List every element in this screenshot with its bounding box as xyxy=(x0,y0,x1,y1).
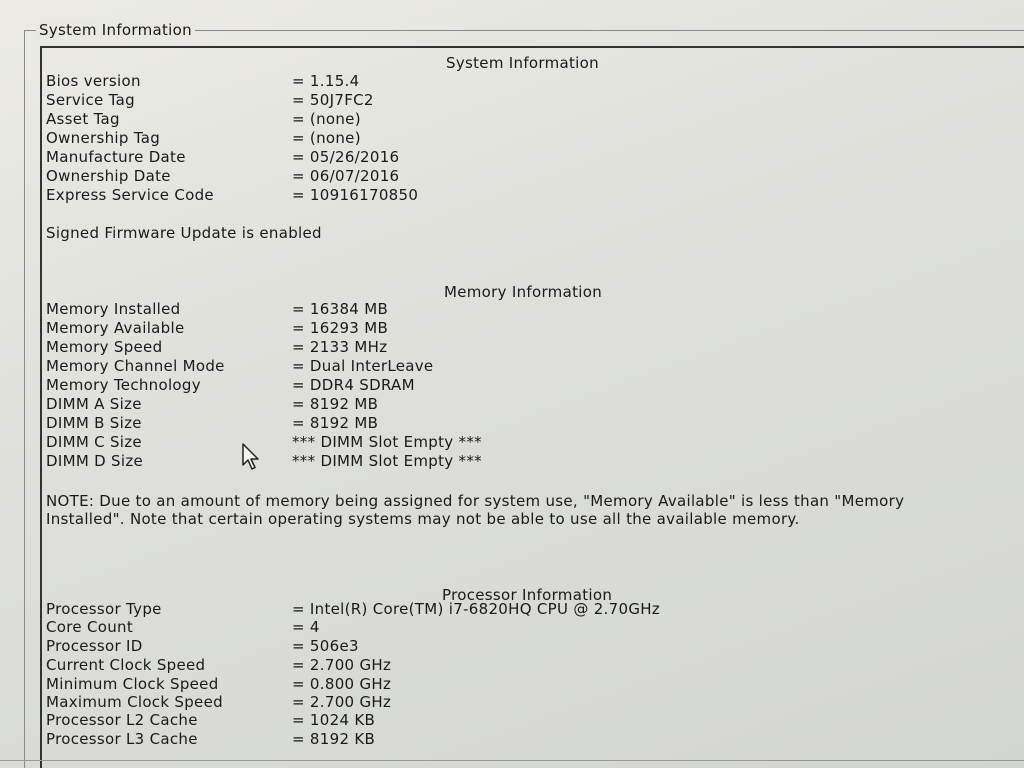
row-label: DIMM D Size xyxy=(46,452,144,470)
row-value: = 8192 MB xyxy=(292,395,379,413)
row-label: Processor L3 Cache xyxy=(46,730,198,748)
row-label: Memory Available xyxy=(46,319,185,337)
row-value: *** DIMM Slot Empty *** xyxy=(292,452,482,470)
row-value: = 1.15.4 xyxy=(292,72,360,90)
row-value: *** DIMM Slot Empty *** xyxy=(292,433,482,451)
row-value: = 05/26/2016 xyxy=(292,148,400,166)
row-value: = 8192 KB xyxy=(292,730,376,748)
row-value: = Dual InterLeave xyxy=(292,357,434,375)
row-label: Processor L2 Cache xyxy=(46,711,198,729)
processor-section-title: Processor Information xyxy=(442,586,613,604)
row-label: Bios version xyxy=(46,72,141,90)
row-value: = 06/07/2016 xyxy=(292,167,400,185)
system-section-title: System Information xyxy=(446,54,599,72)
mouse-pointer-icon xyxy=(241,443,261,475)
row-value: = 0.800 GHz xyxy=(292,675,392,693)
row-value: = 506e3 xyxy=(292,637,359,655)
row-label: Maximum Clock Speed xyxy=(46,693,223,711)
row-label: Service Tag xyxy=(46,91,135,109)
row-value: = DDR4 SDRAM xyxy=(292,376,415,394)
row-label: Manufacture Date xyxy=(46,148,186,166)
row-label: Current Clock Speed xyxy=(46,656,206,674)
row-label: Memory Speed xyxy=(46,338,163,356)
row-value: = 16293 MB xyxy=(292,319,389,337)
row-label: Ownership Date xyxy=(46,167,171,185)
row-value: = 8192 MB xyxy=(292,414,379,432)
row-label: DIMM B Size xyxy=(46,414,142,432)
row-label: Core Count xyxy=(46,618,134,636)
row-label: Memory Technology xyxy=(46,376,201,394)
memory-note: NOTE: Due to an amount of memory being assigned for system use, "Memory Available" is less than "Memory Installed". Note that certain operating systems may not be able to use all the available memory. xyxy=(46,492,905,528)
row-value: = 2.700 GHz xyxy=(292,693,392,711)
row-value: = 2.700 GHz xyxy=(292,656,392,674)
row-label: Memory Installed xyxy=(46,300,181,318)
row-value: = 2133 MHz xyxy=(292,338,388,356)
row-value: = 50J7FC2 xyxy=(292,91,374,109)
firmware-status-text: Signed Firmware Update is enabled xyxy=(46,224,322,242)
groupbox-title: System Information xyxy=(36,21,195,39)
row-value: = Intel(R) Core(TM) i7-6820HQ CPU @ 2.70GHz xyxy=(292,600,660,618)
row-label: Minimum Clock Speed xyxy=(46,675,219,693)
row-value: = (none) xyxy=(292,110,361,128)
row-value: = (none) xyxy=(292,129,361,147)
row-label: Asset Tag xyxy=(46,110,120,128)
row-label: DIMM A Size xyxy=(46,395,142,413)
row-value: = 10916170850 xyxy=(292,186,419,204)
memory-section-title: Memory Information xyxy=(444,283,602,301)
bottom-divider xyxy=(0,760,1024,761)
row-label: Express Service Code xyxy=(46,186,214,204)
row-label: Memory Channel Mode xyxy=(46,357,225,375)
row-label: Processor Type xyxy=(46,600,162,618)
row-label: Ownership Tag xyxy=(46,129,161,147)
row-value: = 1024 KB xyxy=(292,711,376,729)
row-value: = 4 xyxy=(292,618,320,636)
row-label: Processor ID xyxy=(46,637,143,655)
row-value: = 16384 MB xyxy=(292,300,389,318)
row-label: DIMM C Size xyxy=(46,433,142,451)
